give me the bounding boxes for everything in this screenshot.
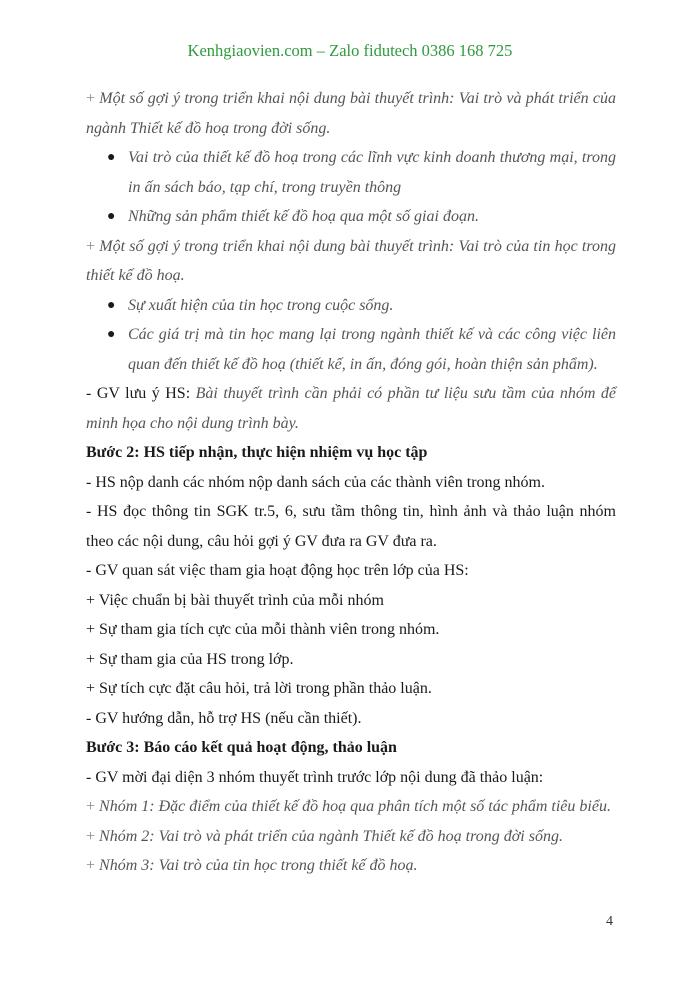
group-item <box>86 851 616 881</box>
list-item <box>86 320 616 379</box>
suggestion-list-1 <box>86 143 616 232</box>
plus-prefix: + <box>86 857 100 874</box>
bullet-icon: ● <box>107 297 116 313</box>
list-item <box>86 291 616 321</box>
document-body <box>86 84 616 881</box>
suggestion-paragraph-1 <box>86 84 616 143</box>
step3-heading: Bước 3: Báo cáo kết quả hoạt động, thảo luận <box>86 739 397 756</box>
step2-line: - HS đọc thông tin SGK tr.5, 6, sưu tầm thông tin, hình ảnh và thảo luận nhóm theo các nội dung, câu hỏi gợi ý GV đưa ra GV đưa ra. <box>86 503 616 550</box>
suggestion-text-2: Một số gợi ý trong triển khai nội dung bài thuyết trình: Vai trò của tin học trong thiết kế đồ hoạ. <box>86 237 616 284</box>
list-item-text: Những sản phẩm thiết kế đồ hoạ qua một số giai đoạn. <box>128 208 479 225</box>
group-text: Nhóm 3: Vai trò của tin học trong thiết kế đồ hoạ. <box>99 857 418 874</box>
page-header <box>0 41 700 61</box>
step2-line: - HS nộp danh các nhóm nộp danh sách của các thành viên trong nhóm. <box>86 473 545 491</box>
step2-line: - GV quan sát việc tham gia hoạt động học trên lớp của HS: <box>86 562 469 579</box>
header-separator: – <box>312 41 330 60</box>
page-number: 4 <box>606 914 613 929</box>
group-text: Nhóm 1: Đặc điểm của thiết kế đồ hoạ qua phân tích một số tác phẩm tiêu biểu. <box>99 798 611 815</box>
suggestion-paragraph-2 <box>86 232 616 291</box>
suggestion-list-2 <box>86 291 616 380</box>
list-item-text: Sự xuất hiện của tin học trong cuộc sống. <box>128 296 394 314</box>
group-item <box>86 792 616 822</box>
list-item-text: Vai trò của thiết kế đồ hoạ trong các lĩnh vực kinh doanh thương mại, trong in ấn sách báo, tạp chí, trong truyền thông <box>128 149 616 196</box>
list-item <box>86 143 616 202</box>
header-contact: Zalo fidutech 0386 168 725 <box>329 41 513 60</box>
step2-line: + Sự tích cực đặt câu hỏi, trả lời trong phần thảo luận. <box>86 680 432 697</box>
step2-line: + Sự tham gia của HS trong lớp. <box>86 650 294 668</box>
step2-heading: Bước 2: HS tiếp nhận, thực hiện nhiệm vụ học tập <box>86 444 428 461</box>
note-text: Bài thuyết trình cần phải có phần tư liệu sưu tầm của nhóm để minh họa cho nội dung trình bày. <box>86 385 617 432</box>
bullet-icon: ● <box>107 327 116 342</box>
header-site: Kenhgiaovien.com <box>187 41 313 60</box>
step3-intro: - GV mời đại diện 3 nhóm thuyết trình trước lớp nội dung đã thảo luận: <box>86 768 544 786</box>
plus-prefix: + <box>86 237 100 255</box>
list-item <box>86 202 616 232</box>
step2-line: + Việc chuẩn bị bài thuyết trình của mỗi nhóm <box>86 591 384 609</box>
step2-line: - GV hướng dẫn, hỗ trợ HS (nếu cần thiết). <box>86 709 362 727</box>
suggestion-text-1: Một số gợi ý trong triển khai nội dung bài thuyết trình: Vai trò và phát triển của ngành Thiết kế đồ hoạ trong đời sống. <box>86 90 616 137</box>
plus-prefix: + <box>86 827 100 845</box>
list-item-text: Các giá trị mà tin học mang lại trong ngành thiết kế và các công việc liên quan đến thiết kế đồ hoạ (thiết kế, in ấn, đóng gói, hoàn thiện sản phẩm). <box>128 326 616 373</box>
plus-prefix: + <box>86 90 100 107</box>
step2-line: + Sự tham gia tích cực của mỗi thành viên trong nhóm. <box>86 621 440 638</box>
note-prefix: - GV lưu ý HS: <box>86 385 196 402</box>
group-item <box>86 822 616 852</box>
teacher-note <box>86 379 616 438</box>
plus-prefix: + <box>86 798 100 815</box>
bullet-icon: ● <box>107 150 116 165</box>
group-text: Nhóm 2: Vai trò và phát triển của ngành Thiết kế đồ hoạ trong đời sống. <box>99 827 563 845</box>
bullet-icon: ● <box>107 209 116 224</box>
